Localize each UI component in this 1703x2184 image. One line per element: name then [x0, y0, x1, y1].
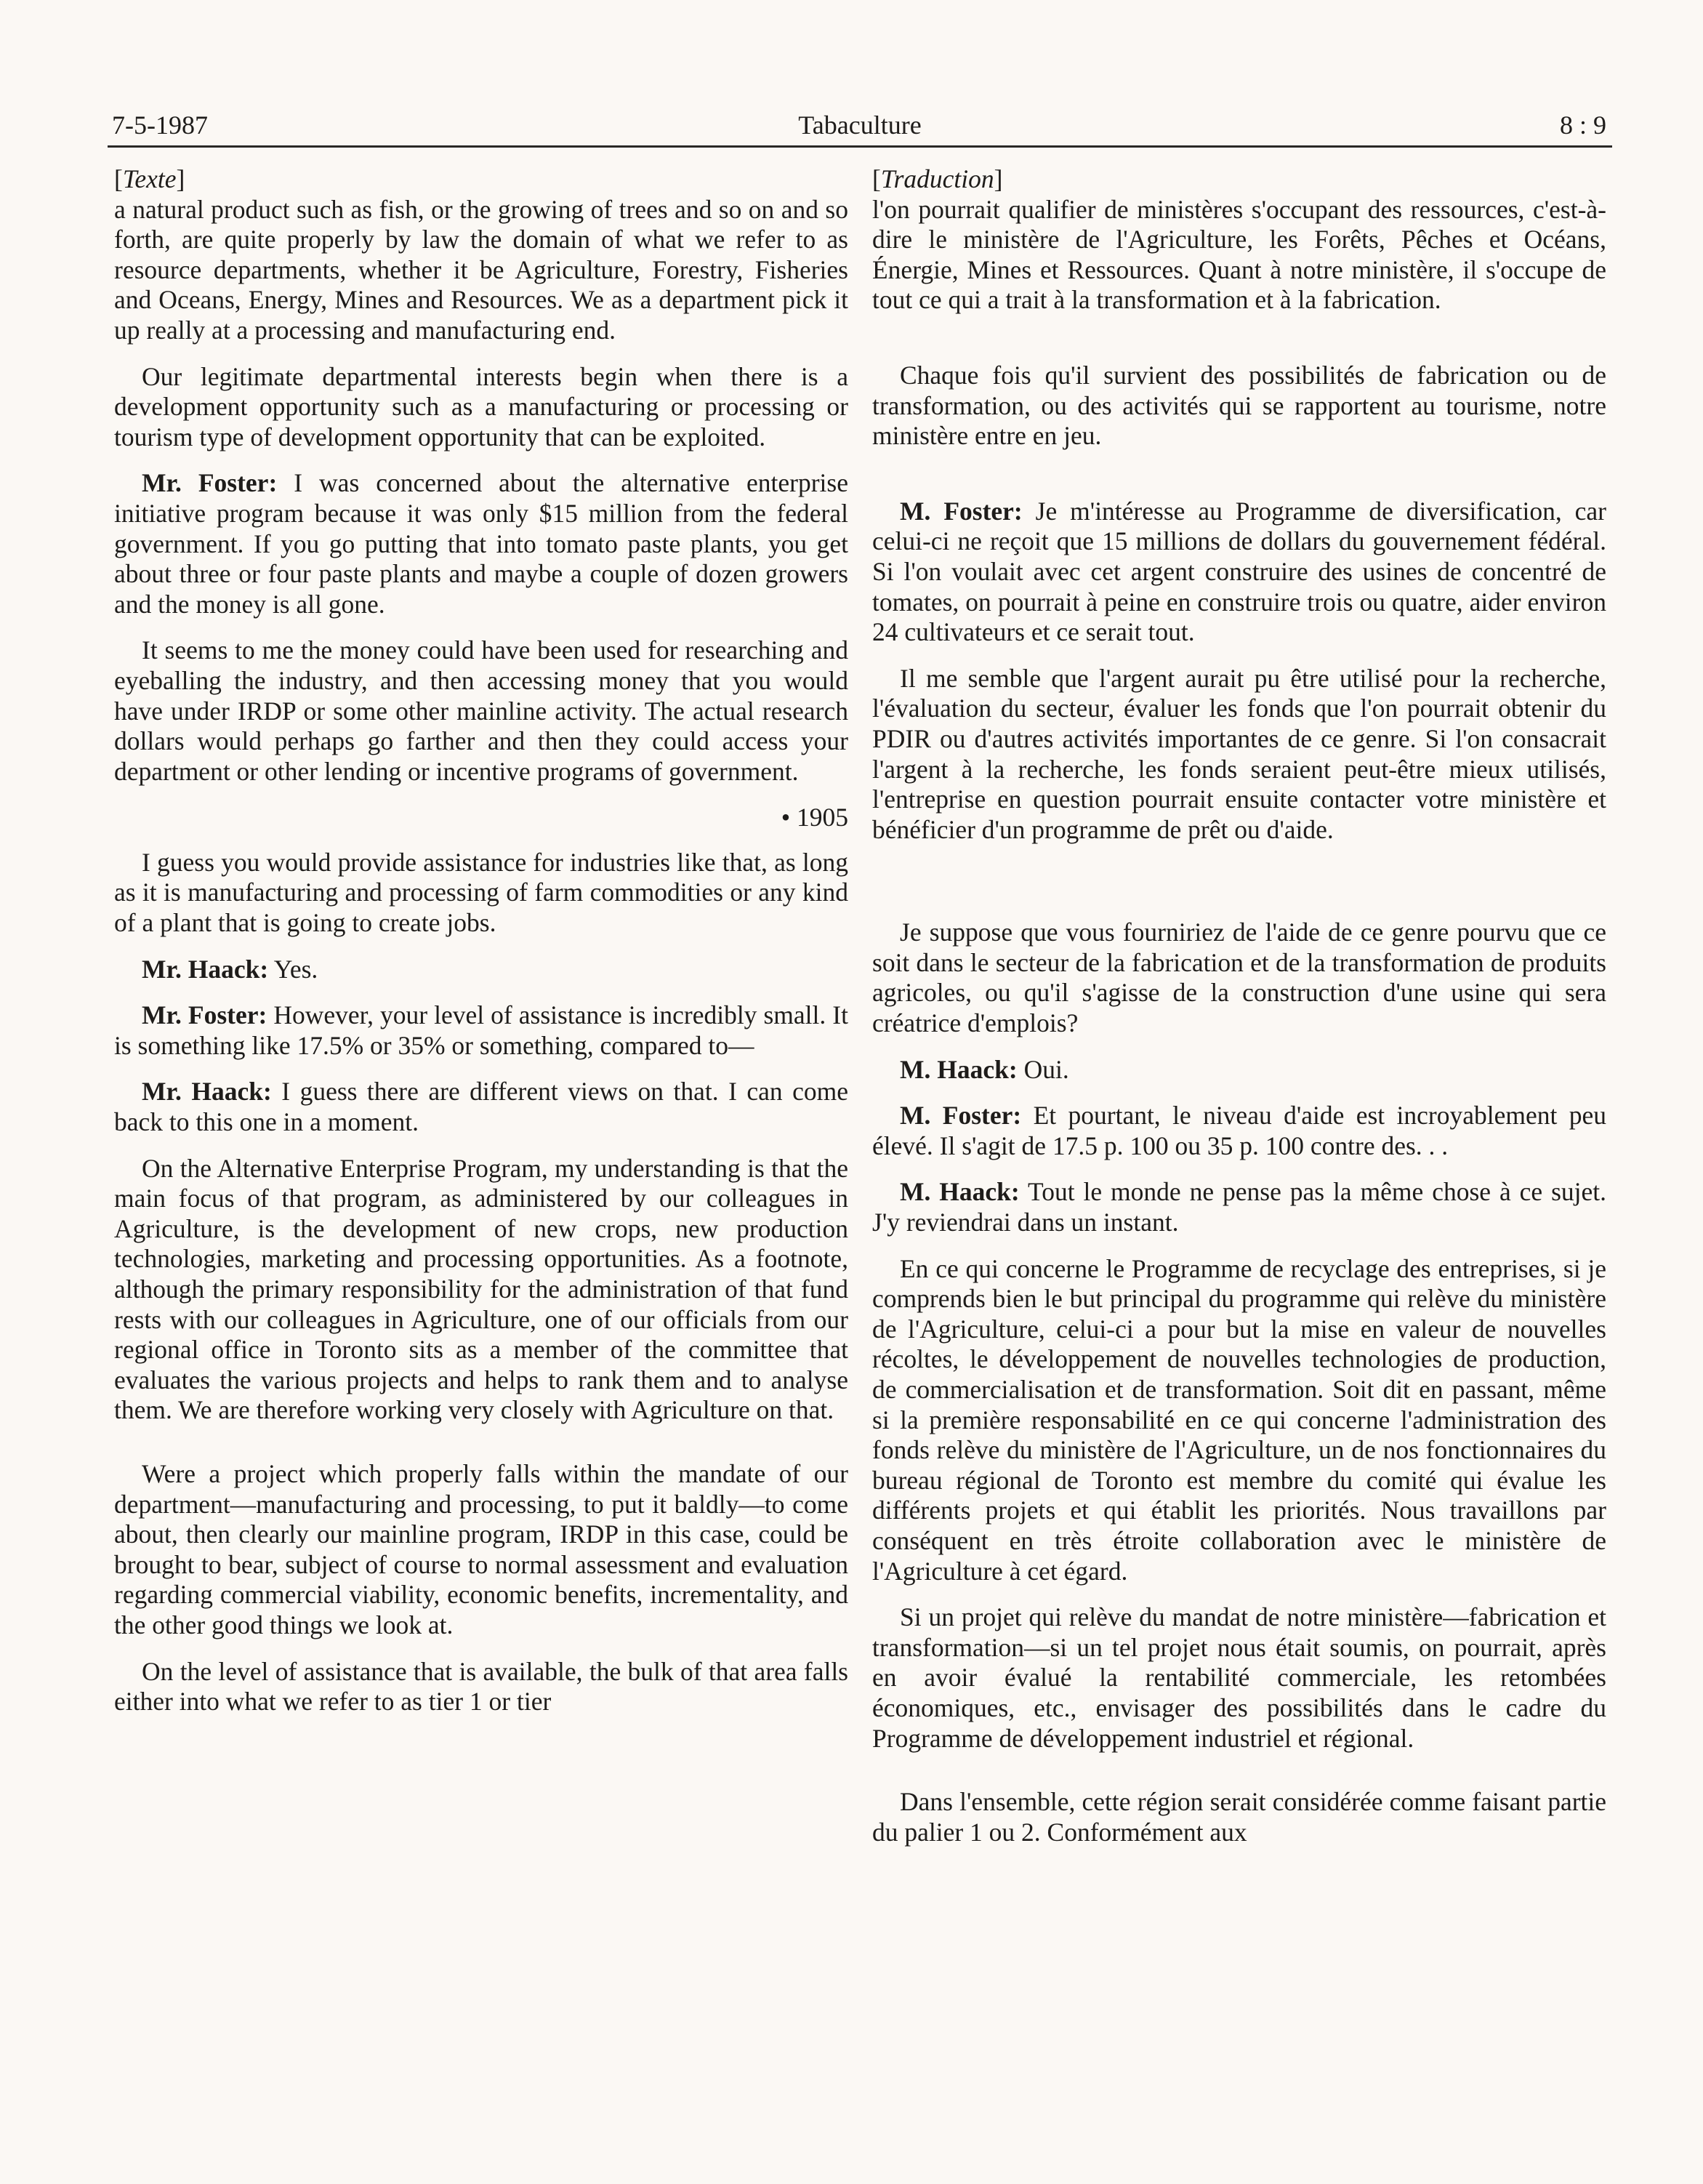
- left-paragraph-4: It seems to me the money could have been used for researching and eyeballing the industry, and then accessing money that you would have under IRDP or some other mainline activity. The actual research dollars would perhaps go farther and then they could access your department or other lending or incentive programs of government.: [114, 635, 848, 786]
- speaker-label: M. Haack:: [900, 1054, 1018, 1084]
- speaker-label: Mr. Foster:: [142, 468, 278, 498]
- left-paragraph-7: Mr. Foster: However, your level of assistance is incredibly small. It is something like 17.5% or 35% or something, compared to—: [114, 1000, 848, 1060]
- left-paragraph-8: Mr. Haack: I guess there are different views on that. I can come back to this one in a moment.: [114, 1077, 848, 1137]
- right-paragraph-5: Je suppose que vous fourniriez de l'aide de ce genre pourvu que ce soit dans le secteur de la fabrication et de la transformation de produits agricoles, ou qu'il s'agisse de la construction d'une usine qui sera créatrice d'emplois?: [872, 918, 1606, 1038]
- header-title: Tabaculture: [798, 111, 922, 140]
- time-marker: • 1905: [781, 803, 848, 832]
- left-paragraph-9: On the Alternative Enterprise Program, my understanding is that the main focus of that program, as administered by our colleagues in Agriculture, is the development of new crops, new production technologies, marketing and processing opportunities. As a footnote, although the primary responsibility for the administration of that fund rests with our colleagues in Agriculture, one of our officials from our regional office in Toronto sits as a member of the committee that evaluates the various projects and helps to rank them and to analyse them. We are therefore working very closely with Agriculture on that.: [114, 1153, 848, 1425]
- right-paragraph-1: l'on pourrait qualifier de ministères s'occupant des ressources, c'est-à-dire le ministère de l'Agriculture, les Forêts, Pêches et Océans, Énergie, Mines et Ressources. Quant à notre ministère, il s'occupe de tout ce qui a trait à la transformation et à la fabrication.: [872, 194, 1606, 315]
- right-paragraph-10: Si un projet qui relève du mandat de notre ministère—fabrication et transformation—si un tel projet nous était soumis, on pourrait, après en avoir évalué la rentabilité commerciale, les retombées économiques, etc., envisager des possibilités dans le cadre du Programme de développement industriel et régional.: [872, 1602, 1606, 1753]
- left-paragraph-6: Mr. Haack: Yes.: [142, 954, 318, 984]
- left-column-text: [114, 164, 848, 1733]
- right-column-tag: [Traduction]: [872, 164, 1003, 193]
- left-paragraph-5: I guess you would provide assistance for industries like that, as long as it is manufacturing and processing of farm commodities or any kind of a plant that is going to create jobs.: [114, 847, 848, 938]
- speaker-label: Mr. Haack:: [142, 954, 269, 984]
- speaker-label: Mr. Haack:: [142, 1077, 272, 1107]
- right-paragraph-8: M. Haack: Tout le monde ne pense pas la même chose à ce sujet. J'y reviendrai dans un instant.: [872, 1177, 1606, 1237]
- right-paragraph-9: En ce qui concerne le Programme de recyclage des entreprises, si je comprends bien le but principal du programme qui relève du ministère de l'Agriculture, celui-ci a pour but la mise en valeur de nouvelles récoltes, le développement de nouvelles technologies de production, de commercialisation et de transformation. Soit dit en passant, même si la première responsabilité en ce qui concerne l'administration des fonds relève du ministère de l'Agriculture, un de nos fonctionnaires du bureau régional de Toronto est membre du comité qui évalue les différents projets et qui établit les priorités. Nous travaillons par conséquent en très étroite collaboration avec le ministère de l'Agriculture à cet égard.: [872, 1253, 1606, 1586]
- right-paragraph-11: Dans l'ensemble, cette région serait considérée comme faisant partie du palier 1 ou 2. Conformément aux: [872, 1787, 1606, 1847]
- page-header: [108, 108, 1612, 148]
- left-paragraph-10: Were a project which properly falls within the mandate of our department—manufacturing and processing, to put it baldly—to come about, then clearly our mainline program, IRDP in this case, could be brought to bear, subject of course to normal assessment and evaluation regarding commercial viability, economic benefits, incrementality, and the other good things we look at.: [114, 1458, 848, 1639]
- left-paragraph-2: Our legitimate departmental interests begin when there is a development opportunity such as a manufacturing or processing or tourism type of development opportunity that can be exploited.: [114, 361, 848, 451]
- header-date: 7-5-1987: [112, 111, 208, 140]
- header-page-number: 8 : 9: [1559, 111, 1606, 140]
- left-column-tag: [Texte]: [114, 164, 185, 193]
- right-paragraph-7: M. Foster: Et pourtant, le niveau d'aide est incroyablement peu élevé. Il s'agit de 17.5 p. 100 ou 35 p. 100 contre des. . .: [872, 1101, 1606, 1160]
- right-paragraph-2: Chaque fois qu'il survient des possibilités de fabrication ou de transformation, ou des activités qui se rapportent au tourisme, notre ministère entre en jeu.: [872, 360, 1606, 451]
- right-paragraph-3: M. Foster: Je m'intéresse au Programme de diversification, car celui-ci ne reçoit que 15 millions de dollars du gouvernement fédéral. Si l'on voulait avec cet argent construire des usines de concentré de tomates, on pourrait à peine en construire trois ou quatre, aider environ 24 cultivateurs et ce serait tout.: [872, 496, 1606, 647]
- right-paragraph-6: M. Haack: Oui.: [900, 1054, 1069, 1084]
- left-paragraph-11: On the level of assistance that is available, the bulk of that area falls either into what we refer to as tier 1 or tier: [114, 1656, 848, 1717]
- right-column-text: [872, 164, 1606, 1863]
- right-paragraph-4: Il me semble que l'argent aurait pu être utilisé pour la recherche, l'évaluation du secteur, évaluer les fonds que l'on pourrait obtenir du PDIR ou d'autres activités importantes de ce genre. Si l'on consacrait l'argent à la recherche, les fonds seraient peut-être mieux utilisés, l'entreprise en question pourrait ensuite contacter votre ministère et bénéficier d'un programme de prêt ou d'aide.: [872, 663, 1606, 844]
- speaker-label: Mr. Foster:: [142, 1000, 267, 1030]
- left-paragraph-3: Mr. Foster: I was concerned about the alternative enterprise initiative program because it was only $15 million from the federal government. If you go putting that into tomato paste plants, you get about three or four paste plants and maybe a couple of dozen growers and the money is all gone.: [114, 468, 848, 619]
- speaker-label: M. Foster:: [900, 496, 1023, 526]
- left-paragraph-1: a natural product such as fish, or the growing of trees and so on and so forth, are quite properly by law the domain of what we refer to as resource departments, whether it be Agriculture, Forestry, Fisheries and Oceans, Energy, Mines and Resources. We as a department pick it up really at a processing and manufacturing end.: [114, 194, 848, 345]
- speaker-label: M. Haack:: [900, 1177, 1020, 1207]
- speaker-label: M. Foster:: [900, 1101, 1022, 1131]
